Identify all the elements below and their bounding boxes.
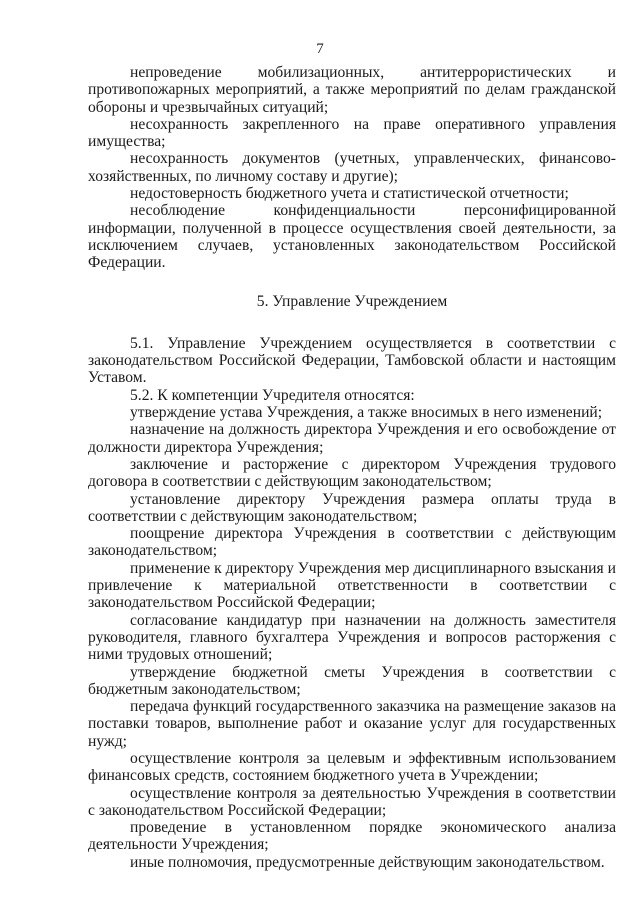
competence-item: согласование кандидатур при назначении на должность заместителя руководителя, главного бухгалтера Учреждения и вопросов расторжения с ними трудовых отношений;: [88, 611, 616, 664]
competence-item: осуществление контроля за целевым и эффективным использованием финансовых средств, состоянием бюджетного учета в Учреждении;: [88, 749, 616, 785]
page-body: [88, 64, 616, 871]
competence-item: иные полномочия, предусмотренные действующим законодательством.: [130, 853, 605, 871]
competence-item: установление директору Учреждения размера оплаты труда в соответствии с действующим законодательством;: [88, 490, 616, 525]
competence-item: поощрение директора Учреждения в соответствии с действующим законодательством;: [88, 525, 616, 560]
competence-item: заключение и расторжение с директором Учреждения трудового договора в соответствии с действующим законодательством;: [88, 455, 616, 491]
competence-item: осуществление контроля за деятельностью Учреждения в соответствии с законодательством Российской Федерации;: [88, 784, 616, 819]
intro-item: недостоверность бюджетного учета и статистической отчетности;: [130, 185, 569, 203]
clause-5-1: 5.1. Управление Учреждением осуществляется в соответствии с законодательством Российской Федерации, Тамбовской области и настоящим Уставом.: [88, 334, 616, 387]
intro-item: несоблюдение конфиденциальности персонифицированной информации, полученной в процессе осуществления своей деятельности, за исключением случаев, установленных законодательством Российской Федерации.: [88, 202, 616, 272]
intro-item: непроведение мобилизационных, антитеррористических и противопожарных мероприятий, а также мероприятий по делам гражданской обороны и чрезвычайных ситуаций;: [88, 64, 616, 116]
competence-item: утверждение устава Учреждения, а также вносимых в него изменений;: [130, 404, 603, 422]
competence-item: утверждение бюджетной сметы Учреждения в соответствии с бюджетным законодательством;: [88, 663, 616, 698]
intro-item: несохранность закрепленного на праве оперативного управления имущества;: [88, 115, 616, 151]
competence-item: назначение на должность директора Учреждения и его освобождение от должности директора Учреждения;: [88, 421, 616, 456]
clause-5-2: 5.2. К компетенции Учредителя относятся:: [130, 386, 415, 404]
page-number: 7: [316, 41, 324, 57]
competence-item: передача функций государственного заказчика на размещение заказов на поставки товаров, выполнение работ и оказание услуг для государственных нужд;: [88, 698, 616, 750]
section-heading: 5. Управление Учреждением: [256, 292, 448, 310]
competence-item: применение к директору Учреждения мер дисциплинарного взыскания и привлечение к материальной ответственности в соответствии с законодательством Российской Федерации;: [88, 559, 616, 612]
competence-item: проведение в установленном порядке экономического анализа деятельности Учреждения;: [88, 819, 616, 854]
intro-item: несохранность документов (учетных, управленческих, финансово-хозяйственных, по личному составу и другие);: [88, 150, 616, 185]
